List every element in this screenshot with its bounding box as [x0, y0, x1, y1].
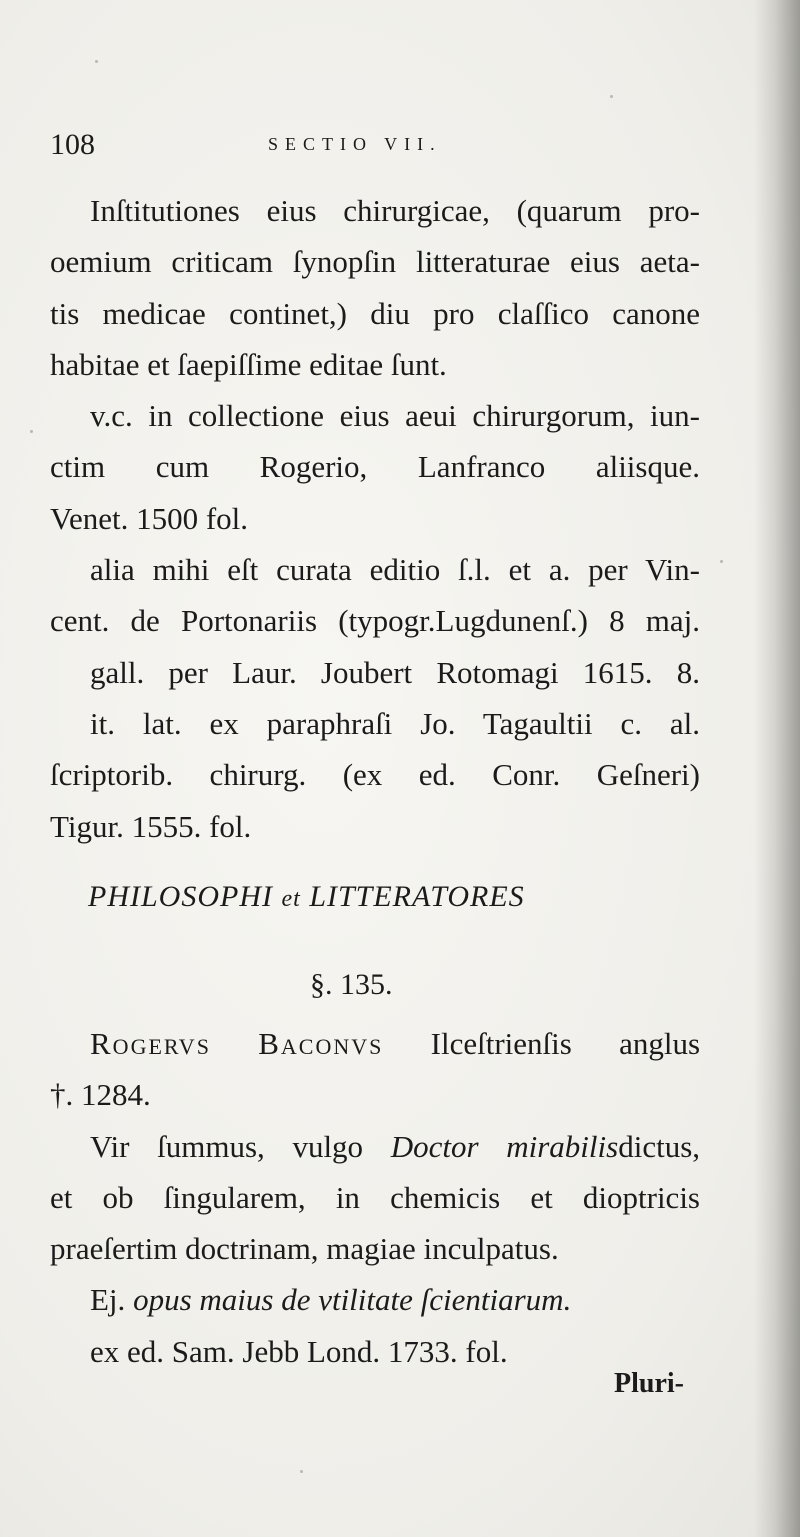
- text-line: et ob ſingularem, in chemicis et dioptricis: [50, 1179, 700, 1215]
- author-name: Rogervs: [90, 1026, 211, 1061]
- author-origin: Ilceſtrienſis anglus: [430, 1026, 701, 1061]
- text-line: Inſtitutiones eius chirurgicae, (quarum pro-: [90, 193, 700, 228]
- section-heading-part: LITTERATORES: [309, 880, 525, 913]
- entry-text-block: [50, 1018, 700, 1377]
- text-line: ex ed. Sam. Jebb Lond. 1733. fol.: [90, 1333, 508, 1369]
- italic-title: Doctor mirabilis: [390, 1128, 619, 1164]
- author-name: Baconvs: [258, 1026, 384, 1061]
- paper-speck: [95, 60, 98, 63]
- section-heading-part: PHILOSOPHI: [88, 880, 273, 913]
- text-span: Ej.: [90, 1282, 126, 1318]
- text-line: oemium criticam ſynopſin litteraturae eius aeta-: [50, 244, 700, 280]
- text-line: alia mihi eſt curata editio ſ.l. et a. per Vin-: [90, 552, 700, 588]
- text-span: dictus,: [618, 1128, 701, 1164]
- catchword: Pluri-: [614, 1368, 684, 1399]
- text-line: cent. de Portonariis (typogr.Lugdunenſ.) 8 maj.: [50, 603, 700, 639]
- text-line: praeſertim doctrinam, magiae inculpatus.: [50, 1231, 559, 1267]
- text-line: habitae et ſaepiſſime editae ſunt.: [50, 346, 447, 382]
- death-year: †. 1284.: [50, 1077, 151, 1113]
- section-number: §. 135.: [310, 968, 393, 1001]
- section-heading: [88, 880, 668, 914]
- paper-speck: [300, 1470, 303, 1473]
- page-header: [50, 128, 700, 168]
- running-head: SECTIO VII.: [268, 134, 442, 154]
- paper-speck: [610, 95, 613, 98]
- text-span: Vir ſummus, vulgo: [90, 1128, 364, 1164]
- body-text-block: [50, 185, 700, 852]
- text-line: gall. per Laur. Joubert Rotomagi 1615. 8.: [90, 654, 700, 690]
- text-line: ctim cum Rogerio, Lanfranco aliisque.: [50, 449, 700, 485]
- text-line: ſcriptorib. chirurg. (ex ed. Conr. Geſneri): [50, 757, 700, 793]
- text-line: tis medicae continet,) diu pro claſſico canone: [50, 295, 700, 331]
- text-line: it. lat. ex paraphraſi Jo. Tagaultii c. al.: [90, 705, 700, 741]
- text-line: Tigur. 1555. fol.: [50, 808, 252, 844]
- entry-heading-line: [50, 1018, 700, 1069]
- page-edge-shadow: [754, 0, 800, 1537]
- paper-speck: [720, 560, 723, 563]
- text-line: v.c. in collectione eius aeui chirurgorum, iun-: [90, 398, 700, 434]
- page-number: 108: [50, 128, 95, 161]
- paper-speck: [30, 430, 33, 433]
- text-line: [50, 1121, 700, 1172]
- text-line: [50, 1274, 700, 1325]
- italic-title: opus maius de vtilitate ſcientiarum.: [133, 1282, 572, 1318]
- text-line: Venet. 1500 fol.: [50, 500, 249, 536]
- section-heading-conjunction: et: [281, 886, 301, 912]
